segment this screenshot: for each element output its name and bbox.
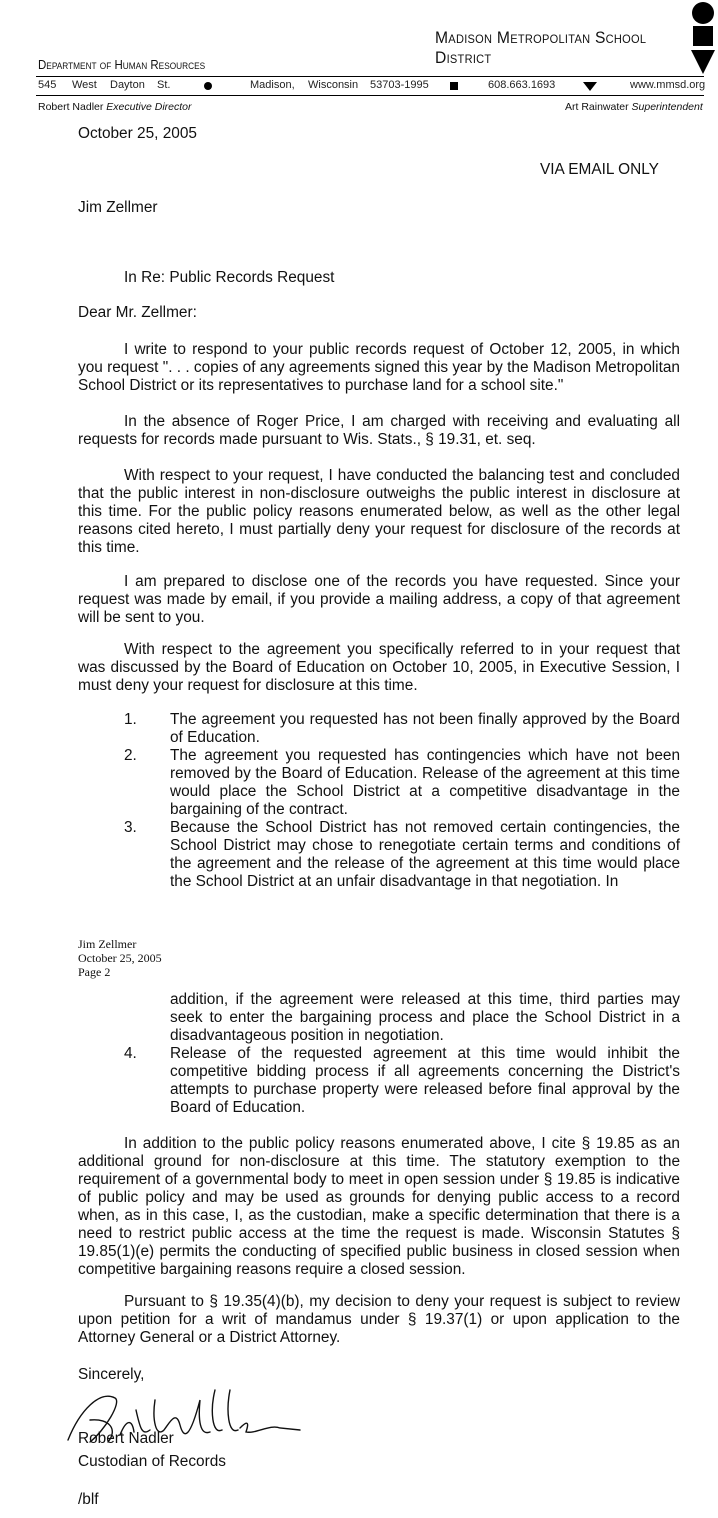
paragraph-1: I write to respond to your public records request of October 12, 2005, in which you request ". . . copies of any agreements signed this year by the Madison Metropolitan School District or its representatives to purchase land for a school site." — [78, 341, 680, 394]
logo-circle-icon — [692, 2, 714, 24]
address-street-3: St. — [157, 79, 171, 91]
signer-title: Custodian of Records — [78, 1453, 226, 1470]
subject-line: In Re: Public Records Request — [124, 269, 335, 286]
superintendent: Art Rainwater Superintendent — [565, 101, 703, 113]
executive-director: Robert Nadler Executive Director — [38, 101, 192, 113]
list-item-1: The agreement you requested has not been finally approved by the Board of Education. — [170, 711, 680, 746]
letter-date: October 25, 2005 — [78, 125, 197, 142]
square-bullet-icon — [450, 82, 458, 90]
signer-name: Robert Nadler — [78, 1430, 174, 1447]
list-number-3: 3. — [124, 819, 137, 836]
address-city: Madison, — [250, 79, 295, 91]
triangle-bullet-icon — [583, 82, 597, 91]
delivery-note: VIA EMAIL ONLY — [540, 161, 659, 178]
signature-image — [60, 1380, 310, 1460]
address-web: www.mmsd.org — [630, 79, 706, 91]
list-item-3-continued: addition, if the agreement were released at this time, third parties may seek to enter the bargaining process and place the School District in a disadvantageous position in negotiation. — [170, 991, 680, 1044]
department-name: Department of Human Resources — [38, 58, 206, 72]
list-item-3: Because the School District has not removed certain contingencies, the School District may chose to renegotiate certain terms and conditions of the agreement and the release of the agreement at this time would place the School District at an unfair disadvantage in that negotiation. In — [170, 819, 680, 890]
address-street-1: West — [72, 79, 97, 91]
district-name: Madison Metropolitan School District — [435, 28, 647, 67]
logo-triangle-icon — [691, 50, 715, 74]
closing: Sincerely, — [78, 1366, 145, 1383]
letterhead-rule-top — [36, 76, 704, 77]
list-number-2: 2. — [124, 747, 137, 764]
address-street-2: Dayton — [110, 79, 145, 91]
letterhead-rule-bottom — [36, 95, 704, 96]
address-state: Wisconsin — [308, 79, 359, 91]
recipient-name: Jim Zellmer — [78, 199, 158, 216]
paragraph-2: In the absence of Roger Price, I am charged with receiving and evaluating all requests for records made pursuant to Wis. Stats., § 19.31, et. seq. — [78, 413, 680, 448]
list-item-2: The agreement you requested has contingencies which have not been removed by the Board of Education. Release of the agreement at this time would place the School District at a competitive disadvantage in the bargaining of the contract. — [170, 747, 680, 818]
typist-initials: /blf — [78, 1491, 99, 1508]
address-number: 545 — [38, 79, 57, 91]
bullet-icon — [204, 82, 212, 90]
address-phone: 608.663.1693 — [488, 79, 556, 91]
list-number-4: 4. — [124, 1045, 137, 1062]
list-item-4: Release of the requested agreement at this time would inhibit the competitive bidding process if all agreements concerning the District's attempts to purchase property were released before final approval by the Board of Education. — [170, 1045, 680, 1116]
list-number-1: 1. — [124, 711, 137, 728]
address-zip: 53703-1995 — [370, 79, 429, 91]
paragraph-7: Pursuant to § 19.35(4)(b), my decision to deny your request is subject to review upon petition for a writ of mandamus under § 19.37(1) or upon application to the Attorney General or a District Attorney. — [78, 1293, 680, 1346]
paragraph-3: With respect to your request, I have conducted the balancing test and concluded that the public interest in non-disclosure outweighs the public interest in disclosure at this time. For the public policy reasons enumerated below, as well as the other legal reasons cited hereto, I must partially deny your request for disclosure of the records at this time. — [78, 467, 680, 556]
paragraph-5: With respect to the agreement you specifically referred to in your request that was discussed by the Board of Education on October 10, 2005, in Executive Session, I must deny your request for disclosure at this time. — [78, 641, 680, 694]
logo-square-icon — [693, 26, 713, 46]
page2-header: Jim Zellmer October 25, 2005 Page 2 — [78, 937, 162, 979]
paragraph-4: I am prepared to disclose one of the records you have requested. Since your request was made by email, if you provide a mailing address, a copy of that agreement will be sent to you. — [78, 573, 680, 626]
paragraph-6: In addition to the public policy reasons enumerated above, I cite § 19.85 as an additional ground for non-disclosure at this time. The statutory exemption to the requirement of a governmental body to meet in open session under § 19.85 is indicative of public policy and may be used as grounds for denying public access to a record when, as in this case, I, as the custodian, make a specific determination that there is a need to restrict public access at the time the request is made. Wisconsin Statutes § 19.85(1)(e) permits the conducting of specified public business in closed session when competitive bargaining reasons require a closed session. — [78, 1135, 680, 1278]
salutation: Dear Mr. Zellmer: — [78, 304, 197, 321]
